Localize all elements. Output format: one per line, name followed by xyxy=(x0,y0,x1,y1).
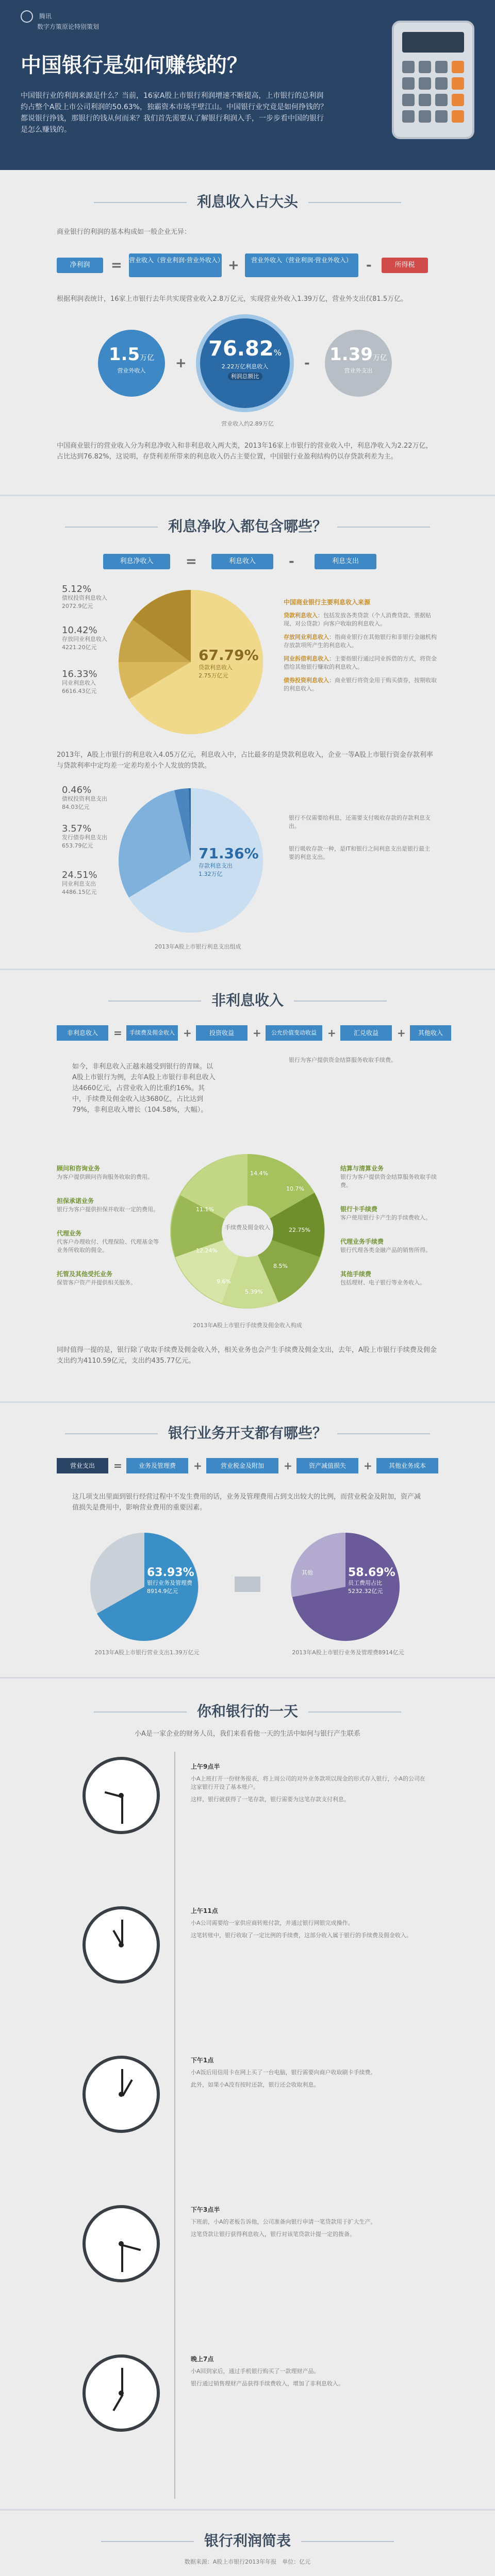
pie2-caption: 2013年A股上市银行利息支出组成 xyxy=(155,943,241,950)
circle-non-interest-income: 1.5万亿 营业外收入 xyxy=(98,330,165,397)
s5-subtitle: 小A是一家企业的财务人员，我们来看看他一天的生活中如何与银行产生联系 xyxy=(135,1730,360,1738)
formula1-plus: + xyxy=(228,258,239,273)
clock-1300 xyxy=(82,2056,160,2133)
flow4-3: 资产减值损失 xyxy=(296,1458,358,1473)
arrow-right-icon xyxy=(235,1577,260,1592)
slice-4: 12.24% xyxy=(196,1247,218,1254)
donut-center-label: 手续费及佣金收入 xyxy=(225,1224,270,1231)
fee-left-labels: 顾问和咨询业务 为客户提供顾问咨询服务收取的费用。 担保承诺业务 银行为客户提供担保并收取一定的费用。 代理业务 代客户办理收付、代理保险、代理基金等业务所收取的佣金。 托管及其他受托业务 保管客户资产并提供相关服务。 xyxy=(57,1165,159,1286)
formula1-minus: - xyxy=(366,258,372,273)
timeline-line xyxy=(174,1752,175,2499)
formula2-interest-income: 利息收入 xyxy=(211,554,273,569)
divider xyxy=(0,2509,495,2511)
legend-item-3: 债券投资利息收入：商业银行将资金用于购买债券，按期收取的利息收入。 xyxy=(284,677,437,692)
section6-title: 银行利润简表 xyxy=(0,2530,495,2550)
s1-note: 根据利润表统计，16家上市银行去年共实现营业收入2.8万亿元，实现营业外收入1.39万亿，营业外支出仅81.5万亿。 xyxy=(57,295,408,303)
pie2-label-2: 24.51% 同业利息支出 4486.15亿元 xyxy=(62,870,97,895)
legend-item-0: 贷款利息收入：包括发放各类贷款（个人消费贷款、票据贴现、对公贷款）向客户收取的利息收入。 xyxy=(284,612,431,627)
brand-line2: 数字方策原论特别策划 xyxy=(37,23,100,30)
flow3-1: 手续费及佣金收入 xyxy=(126,1025,178,1041)
slice-5: 8.5% xyxy=(273,1263,288,1269)
formula2-net-interest: 利息净收入 xyxy=(103,554,170,569)
clock-930 xyxy=(82,1757,160,1834)
flow3-5: 其他收入 xyxy=(410,1025,451,1041)
s1-caption: 营业收入约2.89万亿 xyxy=(221,420,274,427)
flow3-2: 投资收益 xyxy=(196,1025,248,1041)
circle-non-interest-expense: 1.39万亿 营业外支出 xyxy=(325,330,392,397)
divider xyxy=(0,1677,495,1679)
flow4-2: 营业税金及附加 xyxy=(206,1458,278,1473)
s1-paragraph: 中国商业银行的营业收入分为利息净收入和非利息收入两大类，2013年16家上市银行的营业收入中，利息净收入为2.22万亿，占比达到76.82%，这说明，存贷利差所带来的利息收入仍占主要位置，中国银行业盈利结构仍以存贷款利差为主。 xyxy=(57,442,433,461)
legend-item-1: 存放同业利息收入：指商业银行在其他银行和非银行金融机构存放款项所产生的利息收入。 xyxy=(284,634,437,649)
brand-line1: 腾讯 xyxy=(39,12,52,20)
s3-paragraph-left: 如今，非利息收入正越来越受到银行的青睐。以A股上市银行为例，去年A股上市银行非利息收入达4660亿元，占营业收入的比重约16%。其中，手续费及佣金收入达3680亿，占比达到79%，非利息收入增长（104.58%，大幅）。 xyxy=(72,1063,216,1114)
formula1-other-income: 营业外收入（营业利润·营业外收入） xyxy=(245,253,358,277)
page-title: 中国银行是如何赚钱的？ xyxy=(21,54,248,77)
flow4-1: 业务及管理费 xyxy=(126,1458,188,1473)
header-banner xyxy=(0,0,495,170)
pie1-center: 67.79% 贷款利息收入 2.75万亿元 xyxy=(199,647,259,679)
interest-legend xyxy=(284,598,438,693)
opex-right-center: 58.69% 员工费用占比 5232.32亿元 xyxy=(348,1566,395,1595)
flow3-4: 汇兑收益 xyxy=(340,1025,392,1041)
pie2-note2: 银行吸收存款一种，是IT和银行之间利息支出是银行最主要的利息支出。 xyxy=(289,845,430,860)
slice-7: 5.39% xyxy=(245,1289,263,1295)
opex-left-caption: 2013年A股上市银行营业支出1.39万亿元 xyxy=(94,1649,200,1656)
formula1-tax: 所得税 xyxy=(382,258,428,273)
clock-1100 xyxy=(82,1906,160,1984)
pie2-label-1: 3.57% 发行债券利息支出 653.79亿元 xyxy=(62,823,107,849)
event-1: 上午11点 小A公司需要给一家供应商转账付款，并通过银行网银完成操作。 这笔转账中，银行收取了一定比例的手续费，这部分收入属于银行的手续费及佣金收入。 xyxy=(191,1907,412,1939)
event-3: 下午3点半 下班前，小A的老板告诉他，公司准备向银行申请一笔贷款用于扩大生产。 这笔贷款让银行获得利息收入，银行对该笔贷款计提一定的拨备。 xyxy=(191,2206,376,2238)
flow4-4: 其他业务成本 xyxy=(376,1458,438,1473)
legend-title: 中国商业银行主要利息收入来源 xyxy=(284,599,371,606)
brand-logo-icon xyxy=(21,10,33,23)
section2-title: 利息净收入都包含哪些？ xyxy=(0,515,495,536)
event-2: 下午1点 小A饭后用信用卡在网上买了一台电脑，银行需要向商户收取刷卡手续费。 此外，如果小A没有按时还款，银行还会收取利息。 xyxy=(191,2057,376,2088)
calculator-screen xyxy=(402,32,464,53)
event-0: 上午9点半 小A上班打开一份财务报表，将上周公司的对外业务款项以现金的形式存入银行，小A的公司在这家银行开设了基本账户。 这样，银行就获得了一笔存款，银行需要为这笔存款支付利息。 xyxy=(191,1763,426,1803)
opex-right-other: 其他 xyxy=(302,1569,313,1576)
s3-paragraph2: 同时值得一提的是，银行除了收取手续费及佣金收入外，相关业务也会产生手续费及佣金支出，去年，A股上市银行手续费及佣金支出约为4110.59亿元，支出约435.77亿元。 xyxy=(57,1346,437,1365)
section4-title: 银行业务开支都有哪些？ xyxy=(0,1422,495,1443)
pie1-label-2: 16.33% 同业利息收入 6616.43亿元 xyxy=(62,669,97,694)
circle-interest-share: 76.82% 2.22万亿利息收入 利润总额比 xyxy=(196,314,294,412)
formula1-net-profit: 净利润 xyxy=(57,258,103,273)
pie2-note1: 银行不仅需要给利息，还需要支付吸收存款的存款利息支出。 xyxy=(289,815,431,829)
slice-2: 11.1% xyxy=(196,1206,214,1213)
pie2-label-0: 0.46% 债权投资利息支出 84.03亿元 xyxy=(62,785,107,810)
s2-paragraph: 2013年，A股上市银行的利息收入4.05万亿元，利息收入中，占比最多的是贷款利息收入，企业一等A股上市银行资金存款利率与贷款利率中定均差一定差均差小个人发放的贷款。 xyxy=(57,751,433,770)
infographic-page: 腾讯 数字方策原论特别策划 中国银行是如何赚钱的？ 中国银行业的利润来源是什么？当前，16家A股上市银行利润增速不断提高，上市银行的总利润约占整个A股上市公司利润的50.63%，独霸资本市场半壁江山。中国银行业究竟是如何挣钱的？都说银行挣钱，那银行的钱从何而来？我们首先需要从了解银行利润入手，一步步看中国的银行是怎么赚钱的。 利息收入占大头 商业银行的利润的基本构成如一般企业无异： 净利润 = 营业收入（营业利润·营业外收入） + 营业外收入（营业利润·营业外收入） - 所得税 根据利润表统计，16家上市银行去年共实现营业收入2.8万亿元，实现营业外收入1.39万亿，营业外支出仅81.5万亿。 1.5万亿 营业外收入 + 76.82% 2.22万亿利息收入 利润总额比 - 1.39万亿 营业外支出 营业收入约2.89万亿 中国商业银行的营业收入分为利息净收入和非利息收入两大类，2013年16家上市银行的营业收入中，利息净收入为2.22万亿，占比达到76.82%，这说明，存贷利差所带来的利息收入仍占主要位置，中国银行业盈利结构仍以存贷款利差为主。 利息净收入都包含哪些？ 利息净收入 = 利息收入 - 利息支出 5.12% 债权投资利息收入 2072.9亿元 10.42% 存放同业利息收入 4221.20亿元 16.33% 同业利息收入 6616.43亿元 67.79% 贷款利息收入 2.75万亿元 中国商业银行主要利息收入来源 贷款利息收入：包括发放各类贷款（个人消费贷款、票据贴现、对公贷款）向客户收取的利息收入。 存放同业利息收入：指商业银行在其他银行和非银行金融机构存放款项所产生的利息收入。 同业拆借利息收入：主要指银行通过同业拆借的方式，将资金借给其他银行赚取的利息收入。 债券投资利息收入：商业银行将资金用于购买债券，按期收取的利息收入。 2013年，A股上市银行的利息收入4.05万亿元，利息收入中，占比最多的是贷款利息收入，企业一等A股上市银行资金存款利率与贷款利率中定均差一定差均差小个人发放的贷款。 0.46% 债权投资利息支出 84.03亿元 3.57% 发行债券利息支出 653.79亿元 24.51% 同业利息支出 4486.15亿元 71.36% 存款利息支出 1.32万亿 银行不仅需要给利息，还需要支付吸收存款的存款利息支出。 银行吸收存款一种，是IT和银行之间利息支出是银行最主要的利息支出。 2013年A股上市银行利息支出组成 非利息收入 非利息收入 = 手续费及佣金收入 + 投资收益 + 公允价值变动收益 + 汇兑收益 + 其他收入 如今，非利息收入正越来越受到银行的青睐。以A股上市银行为例，去年A股上市银行非利息收入达4660亿元，占营业收入的比重约16%。其中，手续费及佣金收入达3680亿，占比达到79%，非利息收入增长（104.58%，大幅）。 手续费及佣金收入 14.4% 10.7% 11.1% 22.75% 12.24% 8.5% 9.6% 5.39% 银行为客户提供资金结算服务收取手续费。 顾问和咨询业务 为客户提供顾问咨询服务收取的费用。 担保承诺业务 银行为客户提供担保并收取一定的费用。 代理业务 代客户办理收付、代理保险、代理基金等业务所收取的佣金。 托管及其他受托业务 保管客户资产并提供相关服务。 结算与清算业务 银行为客户提供资金结算服务收取手续费。 银行卡手续费 客户使用银行卡产生的手续费收入。 代理业务手续费 银行代理各类金融产品的销售所得。 其他手续费 包括理财、电子银行等业务收入。 2013年A股上市银行手续费及佣金收入构成 同时值得一提的是，银行除了收取手续费及佣金收入外，相关业务也会产生手续费及佣金支出，去年，A股上市银行手续费及佣金支出约为4110.59亿元，支出约435.77亿元。 银行业务开支都有哪些？ 营业支出 = 业务及管理费 + 营业税金及附加 + 资产减值损失 + 其他业务成本 这几项支出里面到银行经营过程中不发生费用的话，业务及管理费用占到支出较大的比例，而营业税金及附加，资产减值损失是费用中，影响营业费用的重要因素。 63.93% 银行业务及管理费 8914.9亿元 2013年A股上市银行营业支出1.39万亿元 其他 58.69% 员工费用占比 5232.32亿元 2013年A股上市银行业务及管理费8914亿元 你和银行的一天 小A是一家企业的财务人员，我们来看看他一天的生活中如何与银行产生联系 上午9点半 小A上班打开一份财务报表，将上周公司的对外业务款项以现金的形式存入银行，小A的公司在这家银行开设了基本账户。 这样，银行就获得了一笔存款，银行需要为这笔存款支付利息。 上午11点 小A公司需要给一家供应商转账付款，并通过银行网银完成操作。 这笔转账中，银行收取了一定比例的手续费，这部分收入属于银行的手续费及佣金收入。 下午1点 小A饭后用信用卡在网上买了一台电脑，银行需要向商户收取刷卡手续费。 此外，如果小A没有按时还款，银行还会收取利息。 下午3点半 下班前，小A的老板告诉他，公司准备向银行申请一笔贷款用于扩大生产。 这笔贷款让银行获得利息收入，银行对该笔贷款计提一定的拨备。 晚上7点 小A回到家后，通过手机银行购买了一款理财产品。 银行通过销售理财产品获得手续费收入，增加了非利息收入。 银行利润简表 数据来源：A股上市银行2013年年报 单位：亿元 xyxy=(0,0,495,2576)
pie2-center: 71.36% 存款利息支出 1.32万亿 xyxy=(199,845,259,877)
s1-subtitle: 商业银行的利润的基本构成如一般企业无异： xyxy=(57,228,191,236)
flow4-0: 营业支出 xyxy=(57,1458,108,1473)
slice-6: 9.6% xyxy=(217,1278,231,1285)
slice-3: 22.75% xyxy=(289,1227,310,1233)
clock-1530 xyxy=(82,2205,160,2282)
donut-caption: 2013年A股上市银行手续费及佣金收入构成 xyxy=(193,1322,302,1329)
divider xyxy=(0,1401,495,1403)
section5-title: 你和银行的一天 xyxy=(0,1700,495,1721)
brand xyxy=(21,10,99,31)
s3-right-note: 银行为客户提供资金结算服务收取手续费。 xyxy=(289,1057,397,1063)
formula1-revenue: 营业收入（营业利润·营业外收入） xyxy=(129,253,222,277)
event-4: 晚上7点 小A回到家后，通过手机银行购买了一款理财产品。 银行通过销售理财产品获得手续费收入，增加了非利息收入。 xyxy=(191,2355,344,2387)
clock-1900 xyxy=(82,2354,160,2432)
calculator-icon xyxy=(392,21,474,139)
fee-right-labels: 结算与清算业务 银行为客户提供资金结算服务收取手续费。 银行卡手续费 客户使用银行卡产生的手续费收入。 代理业务手续费 银行代理各类金融产品的销售所得。 其他手续费 包括理财、电子银行等业务收入。 xyxy=(340,1165,437,1286)
divider xyxy=(0,495,495,496)
s4-paragraph: 这几项支出里面到银行经营过程中不发生费用的话，业务及管理费用占到支出较大的比例，而营业税金及附加，资产减值损失是费用中，影响营业费用的重要因素。 xyxy=(72,1493,421,1512)
calculator-keys xyxy=(402,61,464,123)
s6-subtitle: 数据来源：A股上市银行2013年年报 单位：亿元 xyxy=(184,2558,311,2565)
flow3-0: 非利息收入 xyxy=(57,1025,108,1041)
formula1-eq: = xyxy=(111,258,122,273)
section3-title: 非利息收入 xyxy=(0,989,495,1010)
intro-text: 中国银行业的利润来源是什么？当前，16家A股上市银行利润增速不断提高，上市银行的总利润约占整个A股上市公司利润的50.63%，独霸资本市场半壁江山。中国银行业究竟是如何挣钱的？都说银行挣钱，那银行的钱从何而来？我们首先需要从了解银行利润入手，一步步看中国的银行是怎么赚钱的。 xyxy=(21,92,327,134)
flow3-3: 公允价值变动收益 xyxy=(266,1025,322,1041)
pie1-label-1: 10.42% 存放同业利息收入 4221.20亿元 xyxy=(62,625,107,651)
formula2-interest-expense: 利息支出 xyxy=(315,554,376,569)
slice-0: 14.4% xyxy=(250,1170,268,1177)
opex-right-caption: 2013年A股上市银行业务及管理费8914亿元 xyxy=(292,1649,404,1656)
section1-title: 利息收入占大头 xyxy=(0,191,495,211)
pie1-label-0: 5.12% 债权投资利息收入 2072.9亿元 xyxy=(62,584,107,609)
divider xyxy=(0,969,495,970)
opex-left-center: 63.93% 银行业务及管理费 8914.9亿元 xyxy=(147,1566,194,1595)
legend-item-2: 同业拆借利息收入：主要指银行通过同业拆借的方式，将资金借给其他银行赚取的利息收入。 xyxy=(284,655,437,670)
slice-1: 10.7% xyxy=(286,1185,304,1192)
